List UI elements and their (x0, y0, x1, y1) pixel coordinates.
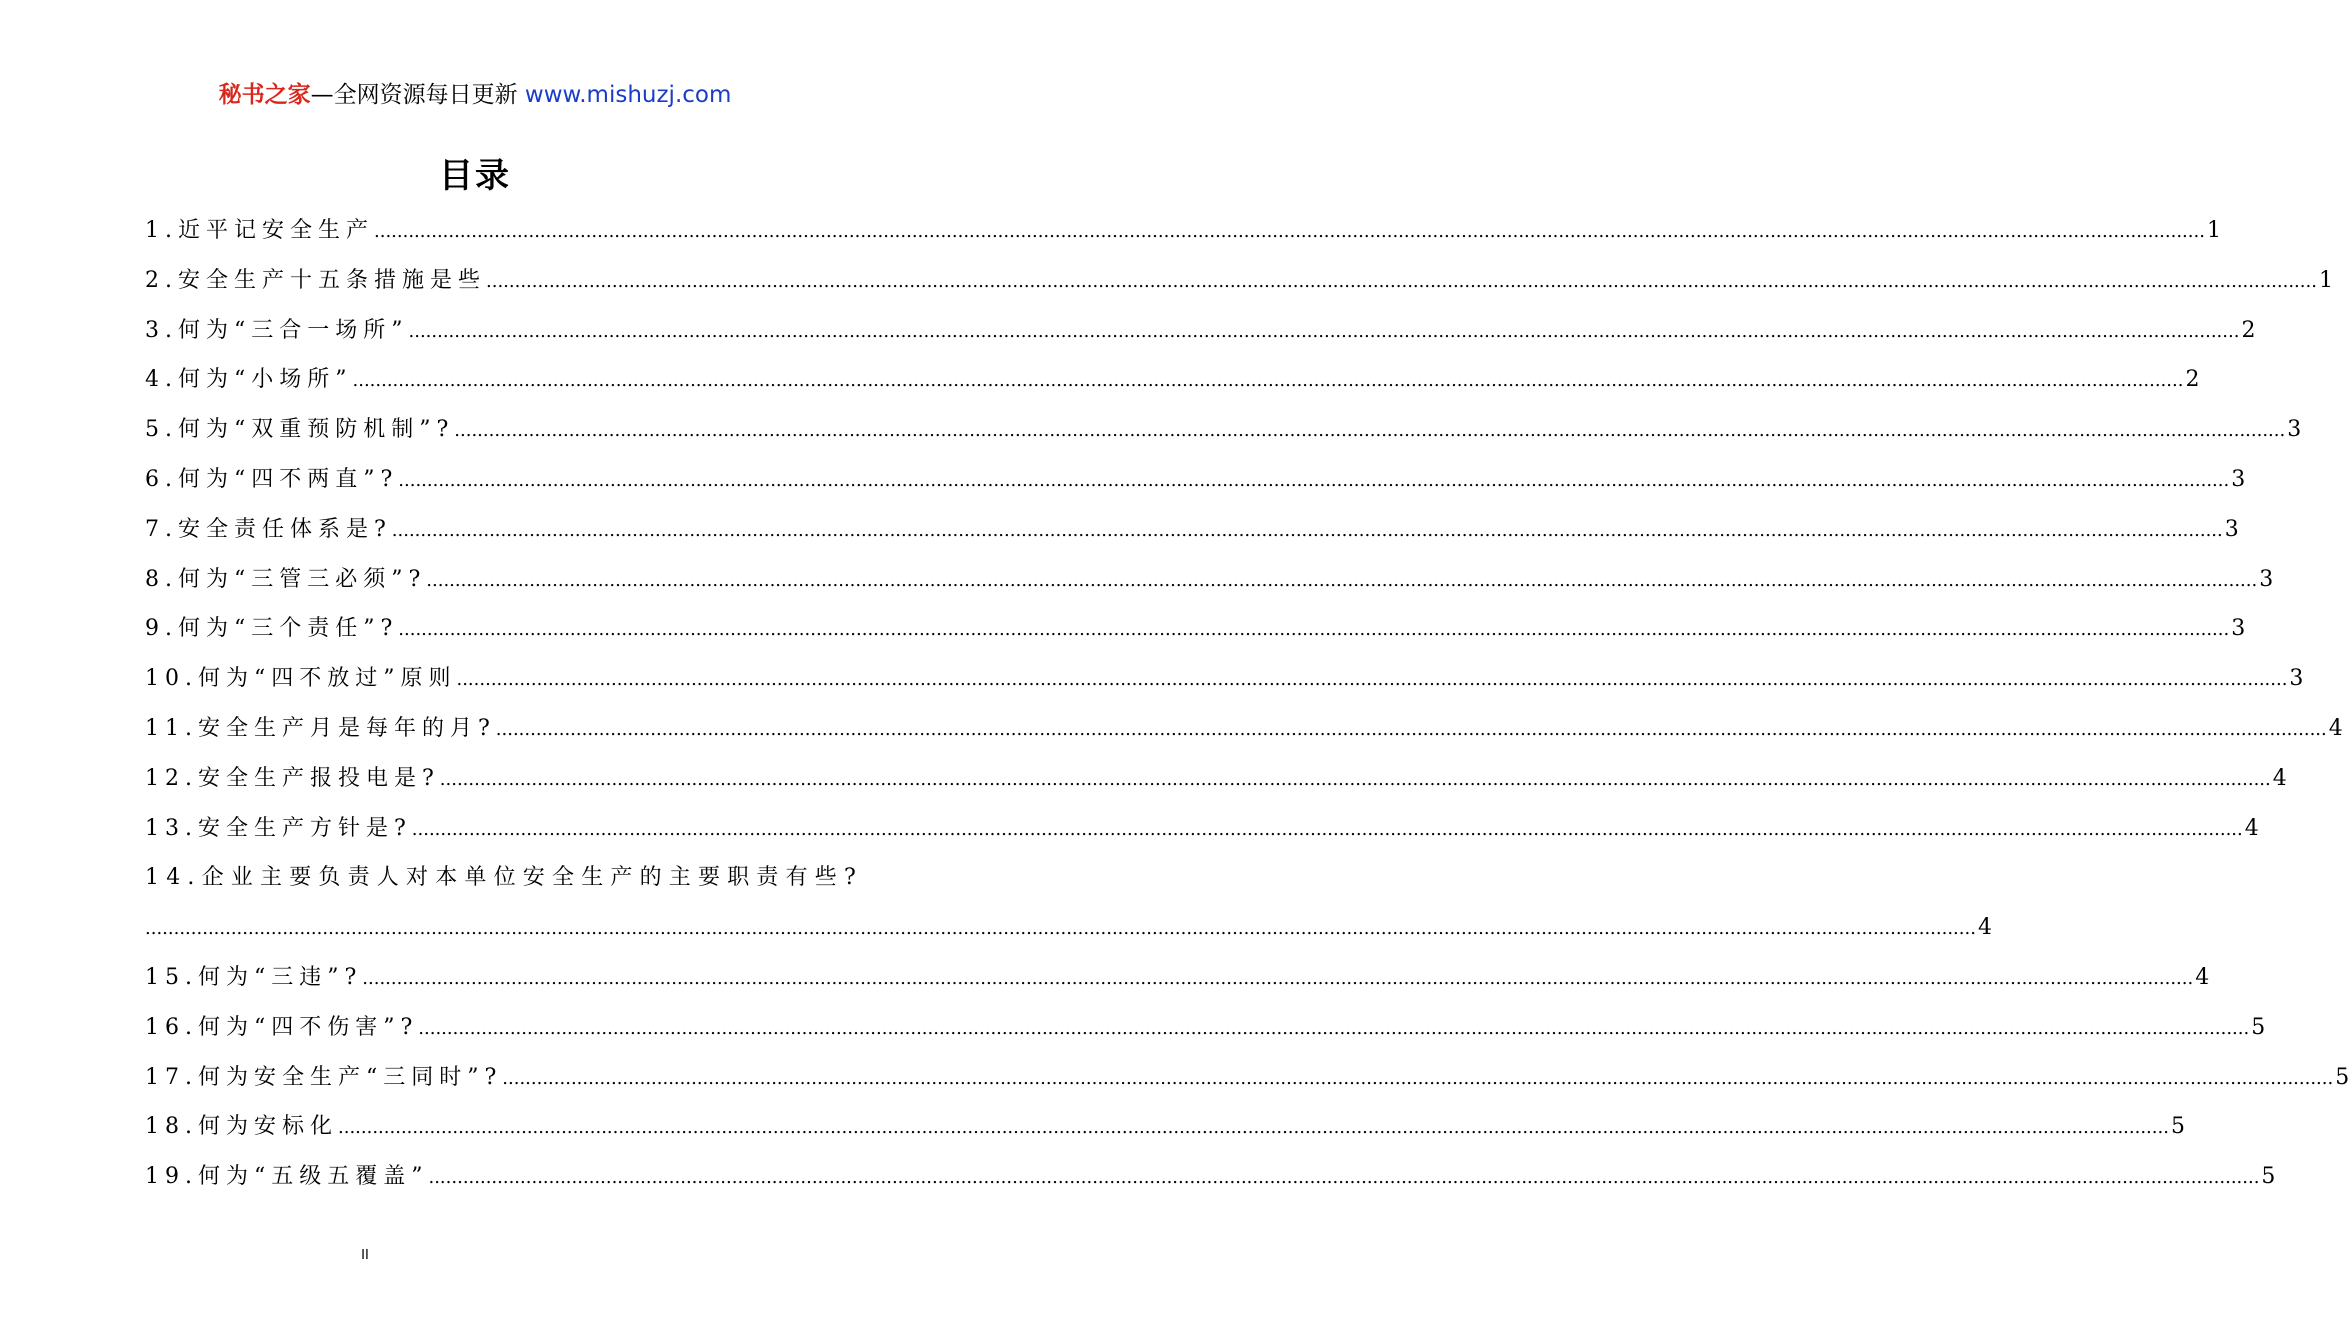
toc-dot-leader (338, 1103, 2169, 1153)
toc-entry-text: 17.何为安全生产“三同时”? (145, 1064, 503, 1090)
toc-dot-leader (426, 556, 2257, 606)
table-of-contents (145, 206, 2349, 1202)
toc-entry[interactable] (145, 206, 2221, 256)
toc-entry-page: 1 (2206, 218, 2221, 243)
toc-entry-page: 4 (1977, 915, 1992, 941)
toc-entry[interactable] (145, 1053, 2349, 1103)
toc-dot-leader (398, 456, 2229, 506)
toc-dot-leader (392, 506, 2223, 556)
toc-entry[interactable] (145, 804, 2259, 854)
toc-entry-text: 8.何为“三管三必须”? (145, 566, 427, 592)
toc-entry-text: 13.安全生产方针是? (145, 815, 412, 841)
toc-entry-text: 18.何为安标化 (145, 1114, 338, 1140)
toc-entry-page: 3 (2287, 417, 2302, 443)
site-header (0, 80, 950, 110)
toc-dot-leader (398, 605, 2229, 655)
toc-entry-text: 10.何为“四不放过”原则 (145, 666, 457, 692)
toc-entry-text: 14.企业主要负责人对本单位安全生产的主要职责有些? (145, 865, 863, 891)
page-title: 目录 (439, 156, 511, 196)
toc-entry-page: 2 (2241, 317, 2256, 343)
toc-entry[interactable] (145, 704, 2343, 754)
toc-entry-page: 3 (2224, 516, 2239, 542)
toc-entry[interactable] (145, 355, 2200, 405)
toc-entry[interactable] (145, 654, 2304, 704)
toc-entry-text: 2.安全生产十五条措施是些 (145, 267, 486, 293)
toc-entry-page: 1 (2318, 267, 2333, 293)
toc-entry-page: 3 (2259, 566, 2274, 592)
toc-entry-text: 5.何为“双重预防机制”? (145, 417, 455, 443)
brand-name: 秘书之家 (218, 82, 311, 108)
toc-dot-leader (374, 207, 2205, 257)
toc-entry[interactable] (145, 953, 2210, 1003)
toc-entry-text: 9.何为“三个责任”? (145, 616, 399, 642)
toc-entry-text: 15.何为“三违”? (145, 964, 363, 990)
toc-entry[interactable] (145, 1152, 2276, 1202)
toc-dot-leader (145, 904, 1976, 954)
toc-entry-page: 2 (2185, 367, 2200, 393)
toc-entry-text: 16.何为“四不伤害”? (145, 1014, 419, 1040)
toc-entry-page: 4 (2195, 964, 2210, 990)
toc-entry-page: 3 (2231, 466, 2246, 492)
toc-entry-text: 12.安全生产报投电是? (145, 765, 440, 791)
toc-entry-page: 4 (2272, 765, 2287, 791)
toc-entry-text: 4.何为“小场所” (145, 367, 353, 393)
toc-entry[interactable] (145, 555, 2274, 605)
toc-entry-text: 7.安全责任体系是? (145, 516, 392, 542)
toc-dot-leader (418, 1004, 2249, 1054)
toc-entry-page: 5 (2170, 1114, 2185, 1140)
toc-entry-text: 6.何为“四不两直”? (145, 466, 399, 492)
toc-entry[interactable] (145, 405, 2302, 455)
toc-dot-leader (496, 705, 2327, 755)
toc-entry-page: 5 (2251, 1014, 2266, 1040)
toc-dot-leader (440, 755, 2271, 805)
toc-dot-leader (502, 1054, 2333, 1104)
toc-entry[interactable] (145, 754, 2287, 804)
toc-dot-leader (353, 356, 2184, 406)
toc-dot-leader (456, 655, 2287, 705)
toc-entry-page: 3 (2289, 666, 2304, 692)
toc-entry[interactable] (145, 256, 2333, 306)
toc-entry-page: 4 (2328, 715, 2343, 741)
toc-entry-page: 4 (2244, 815, 2259, 841)
page-number: II (361, 1248, 369, 1263)
toc-entry[interactable] (145, 853, 863, 903)
toc-dot-leader (486, 257, 2317, 307)
toc-entry-text: 11.安全生产月是每年的月? (145, 715, 496, 741)
toc-entry-page: 3 (2231, 616, 2246, 642)
toc-entry[interactable] (145, 455, 2246, 505)
toc-dot-leader (409, 307, 2240, 357)
toc-entry[interactable] (145, 306, 2256, 356)
toc-dot-leader (412, 805, 2243, 855)
toc-entry[interactable] (145, 604, 2246, 654)
toc-entry[interactable] (145, 505, 2239, 555)
toc-entry[interactable] (145, 1003, 2266, 1053)
toc-entry-text: 1.近平记安全生产 (145, 218, 374, 243)
toc-entry[interactable] (145, 1102, 2185, 1152)
toc-entry-continuation[interactable] (145, 903, 1992, 953)
toc-entry-page: 5 (2261, 1164, 2276, 1190)
toc-dot-leader (362, 954, 2193, 1004)
toc-dot-leader (428, 1153, 2259, 1203)
toc-dot-leader (454, 406, 2285, 456)
toc-entry-page: 5 (2335, 1064, 2349, 1090)
site-url[interactable]: www.mishuzj.com (524, 82, 732, 108)
toc-entry-text: 19.何为“五级五覆盖” (145, 1164, 429, 1190)
header-tagline: —全网资源每日更新 (310, 82, 518, 108)
toc-entry-text: 3.何为“三合一场所” (145, 317, 409, 343)
